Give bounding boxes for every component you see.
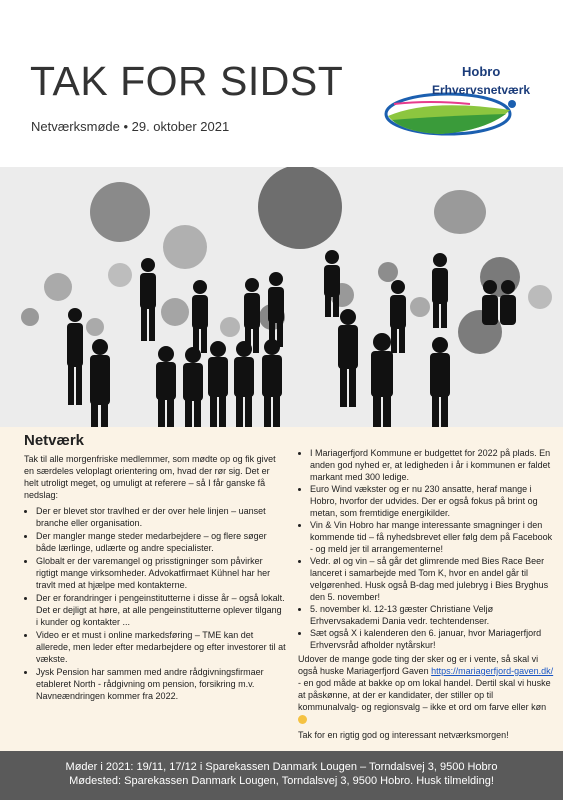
hero-image: [0, 167, 563, 427]
list-item: • Vedr. øl og vin – så går det glimrende med Bies Race Beer lanceret i samarbejde med Tom K, hvor en andel går til velgørenhed. Husk også B-dag med julebryg i Bies Bryghus den 5. november!: [310, 555, 554, 603]
list-item: • Sæt også X i kalenderen den 6. januar, hvor Mariagerfjord Erhvervsråd afholder nytårskur!: [310, 627, 554, 651]
intro-paragraph: Tak til alle morgenfriske medlemmer, som mødte op og fik givet en særdeles veloplagt orientering om, hvad der rør sig. Det er helt utroligt meget, og umuligt at referere – så I får ganske få nedslag:: [24, 454, 276, 500]
person-1: [67, 308, 83, 405]
list-item: • Der mangler mange steder medarbejdere – og flere søger både lærlinge, udlærte og andre specialister.: [36, 530, 286, 554]
list-item: • Euro Wind vækster og er nu 230 ansatte, heraf mange i Hobro, hvorfor der udvides. Der er også fokus på brint og metan, som fremtidige energikilder.: [310, 483, 554, 519]
right-column: [298, 447, 554, 741]
footer-meetings: Møder i 2021: 19/11, 17/12 i Sparekassen Danmark Lougen – Torndalsvej 3, 9500 Hobro: [65, 761, 498, 773]
footer: [0, 751, 563, 800]
header: [0, 0, 563, 165]
closing-paragraph: [298, 653, 554, 725]
smiley-icon: [298, 715, 307, 724]
list-item: • Der er blevet stor travlhed er der over hele linjen – uanset branche eller organisation.: [36, 505, 286, 529]
closing-text-a: Udover de mange gode ting der sker og er i vente, så skal vi også huske Mariagerfjord Gaven: [298, 654, 539, 676]
left-column: [24, 432, 286, 703]
list-item: • Jysk Pension har sammen med andre rådgivningsfirmaer etableret North - rådgivning om pension, forsikring m.v. Navneændringen kommer fra 2022.: [36, 666, 286, 702]
thanks-paragraph: Tak for en rigtig god og interessant netværksmorgen!: [298, 730, 509, 740]
list-item: • Vin & Vin Hobro har mange interessante smagninger i den kommende tid – få nyhedsbrevet eller følg dem på Facebook - og meld jer til arrangementerne!: [310, 519, 554, 555]
content-area: [0, 427, 563, 751]
footer-location: Mødested: Sparekassen Danmark Lougen, Torndalsvej 3, 9500 Hobro. Husk tilmelding!: [69, 775, 494, 787]
list-item: • Der er forandringer i pengeinstitutterne i disse år – også lokalt. Det er dejligt at høre, at alle pengeinstitutterne oplever tilgang i kunder og kontakter ...: [36, 592, 286, 628]
list-item: • Video er et must i online markedsføring – TME kan det allerede, men leder efter medarbejdere og efter investorer til at vækste.: [36, 629, 286, 665]
mariagerfjord-gaven-link[interactable]: https://mariagerfjord-gaven.dk/: [431, 666, 554, 676]
left-bullet-list: [24, 505, 286, 702]
right-bullet-list: [298, 447, 554, 651]
networking-people-illustration: [0, 167, 563, 427]
page-subtitle: Netværksmøde • 29. oktober 2021: [31, 119, 230, 134]
list-item: • 5. november kl. 12-13 gæster Christiane Veljø Erhvervsakademi Dania vedr. techtendenser.: [310, 603, 554, 627]
section-heading: Netværk: [24, 432, 85, 449]
hobro-logo: [370, 60, 530, 140]
list-item: • I Mariagerfjord Kommune er budgettet for 2022 på plads. En anden god nyhed er, at ledigheden i år i kommunen er faldet markant med 300 ledige.: [310, 447, 554, 483]
logo-text-line2: Erhvervsnetværk: [432, 83, 531, 97]
logo-text-line1: Hobro: [462, 64, 501, 79]
list-item: • Globalt er der varemangel og prisstigninger som påvirker rigtigt mange virksomheder. Advokatfirmaet Kühnel har her travlt med at hjælpe med kontakterne.: [36, 555, 286, 591]
closing-text-b: - en god måde at bakke op om lokal handel. Dertil skal vi huske at påskønne, at der er kandidater, der stiller op til kommunalvalg- og regionsvalg – ikke et ord om farve eller køn: [298, 678, 551, 712]
page-title: TAK FOR SIDST: [30, 58, 344, 104]
